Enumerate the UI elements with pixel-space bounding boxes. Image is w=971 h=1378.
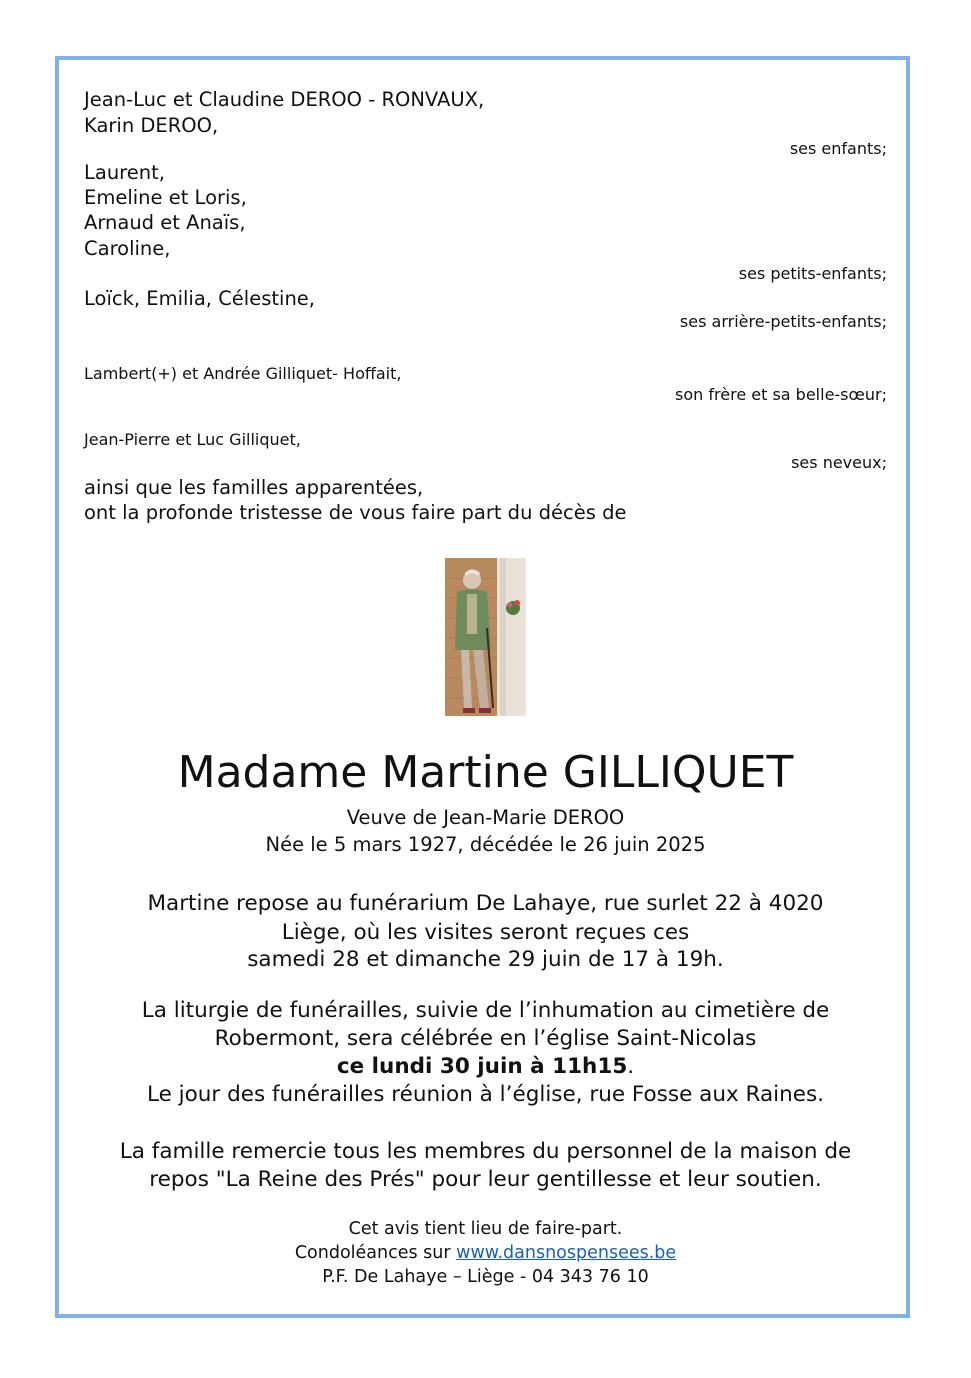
funeral-line-1: La liturgie de funérailles, suivie de l’inhumation au cimetière de <box>141 998 830 1023</box>
nephews-role: ses neveux; <box>791 453 887 472</box>
deceased-photo <box>445 558 526 716</box>
closing-line-1: ainsi que les familles apparentées, <box>84 476 424 499</box>
visitation-line-3: samedi 28 et dimanche 29 juin de 17 à 19h. <box>247 947 724 972</box>
closing-line-2: ont la profonde tristesse de vous faire part du décès de <box>84 501 627 524</box>
grandchild-name-2: Emeline et Loris, <box>84 186 247 209</box>
life-dates: Née le 5 mars 1927, décédée le 26 juin 2025 <box>265 833 706 856</box>
notice-text: Cet avis tient lieu de faire-part. <box>348 1219 623 1239</box>
grandchild-name-4: Caroline, <box>84 237 171 260</box>
widow-of: Veuve de Jean-Marie DEROO <box>346 806 625 829</box>
deceased-name: Madame Martine GILLIQUET <box>177 747 794 798</box>
grandchildren-role: ses petits-enfants; <box>738 264 887 283</box>
nephews-names: Jean-Pierre et Luc Gilliquet, <box>84 430 301 449</box>
sibling-role: son frère et sa belle-sœur; <box>675 385 887 404</box>
visitation-line-1: Martine repose au funérarium De Lahaye, rue surlet 22 à 4020 <box>147 891 824 916</box>
funeral-line-4: Le jour des funérailles réunion à l’église, rue Fosse aux Raines. <box>146 1082 825 1107</box>
children-name-2: Karin DEROO, <box>84 114 219 137</box>
funeral-line-2: Robermont, sera célébrée en l’église Saint-Nicolas <box>214 1026 757 1051</box>
funeral-date-line <box>0 1054 971 1079</box>
condolences-prefix: Condoléances sur <box>294 1243 457 1263</box>
children-name-1: Jean-Luc et Claudine DEROO - RONVAUX, <box>84 88 485 111</box>
condolences-line <box>0 1243 971 1263</box>
children-role: ses enfants; <box>789 139 887 158</box>
funeral-date: ce lundi 30 juin à 11h15 <box>336 1054 628 1079</box>
sibling-names: Lambert(+) et Andrée Gilliquet- Hoffait, <box>84 364 402 383</box>
funeral-home-contact: P.F. De Lahaye – Liège - 04 343 76 10 <box>322 1267 649 1287</box>
visitation-line-2: Liège, où les visites seront reçues ces <box>281 920 690 945</box>
grandchild-name-1: Laurent, <box>84 161 165 184</box>
funeral-date-suffix: . <box>627 1054 635 1079</box>
condolences-link[interactable]: www.dansnospensees.be <box>456 1243 677 1263</box>
thanks-line-1: La famille remercie tous les membres du personnel de la maison de <box>119 1139 852 1164</box>
grandchild-name-3: Arnaud et Anaïs, <box>84 211 246 234</box>
thanks-line-2: repos "La Reine des Prés" pour leur gentillesse et leur soutien. <box>149 1167 822 1192</box>
great-grandchildren-role: ses arrière-petits-enfants; <box>679 312 887 331</box>
great-grandchildren-names: Loïck, Emilia, Célestine, <box>84 287 316 310</box>
